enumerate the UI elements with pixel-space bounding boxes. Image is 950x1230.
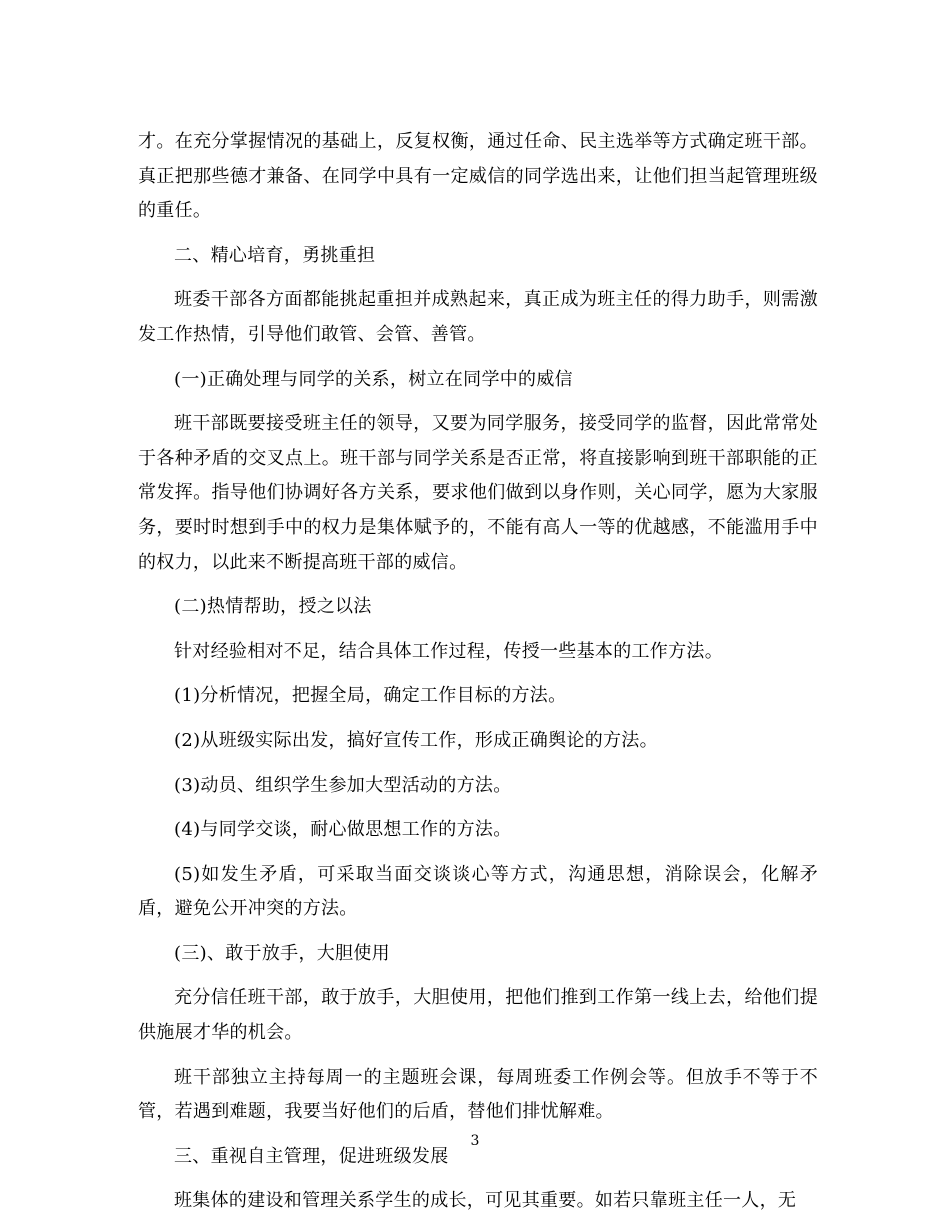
- paragraph-14: 充分信任班干部，敢于放手，大胆使用，把他们推到工作第一线上去，给他们提供施展才华的机会。: [138, 987, 818, 1044]
- paragraph-17: 班集体的建设和管理关系学生的成长，可见其重要。如若只靠班主任一人，无: [174, 1190, 797, 1212]
- document-body: [138, 125, 818, 1229]
- paragraph-3: 班委干部各方面都能挑起重担并成熟起来，真正成为班主任的得力助手，则需激发工作热情，引导他们敢管、会管、善管。: [138, 289, 818, 345]
- subsection-heading-2: (二)热情帮助，授之以法: [174, 596, 372, 618]
- list-item-4: (4)与同学交谈，耐心做思想工作的方法。: [174, 819, 512, 841]
- page-number: 3: [470, 1133, 480, 1149]
- subsection-heading-3: (三)、敢于放手，大胆使用: [174, 942, 390, 964]
- paragraph-15: 班干部独立主持每周一的主题班会课，每周班委工作例会等。但放手不等于不管，若遇到难题，我要当好他们的后盾，替他们排忧解难。: [138, 1066, 818, 1123]
- section-heading-3: 三、重视自主管理，促进班级发展: [174, 1145, 449, 1167]
- list-item-2: (2)从班级实际出发，搞好宣传工作，形成正确舆论的方法。: [174, 729, 658, 751]
- list-item-3: (3)动员、组织学生参加大型活动的方法。: [174, 774, 512, 796]
- subsection-heading-1: (一)正确处理与同学的关系，树立在同学中的威信: [174, 368, 573, 390]
- paragraph-5: 班干部既要接受班主任的领导，又要为同学服务，接受同学的监督，因此常常处于各种矛盾的交叉点上。班干部与同学关系是否正常，将直接影响到班干部职能的正常发挥。指导他们协调好各方关系，要求他们做到以身作则，关心同学，愿为大家服务，要时时想到手中的权力是集体赋予的，不能有高人一等的优越感，不能滥用手中的权力，以此来不断提高班干部的威信。: [138, 413, 818, 573]
- list-item-5: (5)如发生矛盾，可采取当面交谈谈心等方式，沟通思想，消除误会，化解矛盾，避免公开冲突的方法。: [138, 863, 818, 920]
- paragraph-1: 才。在充分掌握情况的基础上，反复权衡，通过任命、民主选举等方式确定班干部。真正把那些德才兼备、在同学中具有一定威信的同学选出来，让他们担当起管理班级的重任。: [138, 131, 818, 222]
- section-heading-2: 二、精心培育，勇挑重担: [174, 244, 376, 266]
- list-item-1: (1)分析情况，把握全局，确定工作目标的方法。: [174, 685, 567, 707]
- paragraph-7: 针对经验相对不足，结合具体工作过程，传授一些基本的工作方法。: [174, 640, 723, 662]
